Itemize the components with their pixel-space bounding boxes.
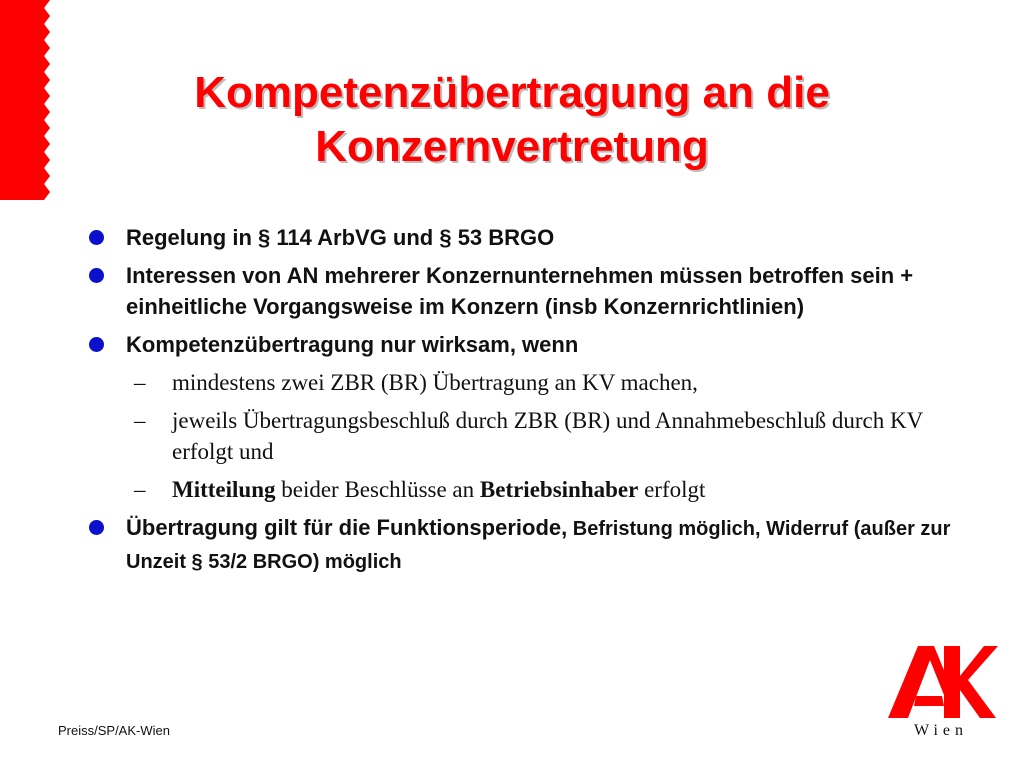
- sub-bullet-text-mid: beider Beschlüsse an: [275, 477, 480, 502]
- sub-bullet-text: mindestens zwei ZBR (BR) Übertragung an KV machen,: [172, 370, 698, 395]
- ak-logo-mark: [888, 646, 998, 718]
- sub-bullet-text: [172, 477, 705, 502]
- title-line-2: Konzernvertretung: [315, 122, 709, 171]
- emphasis-mitteilung: Mitteilung: [172, 477, 276, 502]
- title-line-1: Kompetenzübertragung an die: [194, 68, 830, 117]
- bullet-item: [88, 222, 968, 253]
- bullet-text: Interessen von AN mehrerer Konzernunternehmen müssen betroffen sein + einheitliche Vorgangsweise im Konzern (insb Konzernrichtlinien): [126, 263, 914, 319]
- sub-bullet-item: [134, 405, 968, 467]
- bullet-text: Regelung in § 114 ArbVG und § 53 BRGO: [126, 225, 555, 250]
- bullet-dot-icon: [89, 230, 104, 245]
- bullet-text: Kompetenzübertragung nur wirksam, wenn: [126, 332, 579, 357]
- zigzag-decoration: [0, 0, 60, 200]
- footer-credit: Preiss/SP/AK-Wien: [58, 723, 170, 738]
- bullet-text: [126, 515, 950, 573]
- dash-icon: –: [134, 477, 146, 502]
- bullet-dot-icon: [89, 520, 104, 535]
- emphasis-betriebsinhaber: Betriebsinhaber: [479, 477, 639, 502]
- dash-icon: –: [134, 370, 146, 395]
- logo-subtitle: Wien: [914, 722, 969, 739]
- bullet-dot-icon: [89, 268, 104, 283]
- bullet-dot-icon: [89, 337, 104, 352]
- bullet-text-large: Übertragung gilt für die Funktionsperiode,: [126, 515, 568, 540]
- bullet-text-small: Befristung möglich, Widerruf (außer zur Unzeit § 53/2 BRGO) möglich: [126, 518, 951, 573]
- bullet-list: [88, 222, 968, 585]
- dash-icon: –: [134, 408, 146, 433]
- bullet-item: [88, 512, 968, 578]
- slide-title: [60, 66, 964, 174]
- sub-bullet-item: [134, 367, 968, 398]
- bullet-item: [88, 329, 968, 360]
- sub-bullet-item: [134, 474, 968, 505]
- sub-bullet-text: jeweils Übertragungsbeschluß durch ZBR (BR) und Annahmebeschluß durch KV erfolgt und: [172, 408, 923, 464]
- sub-bullet-text-end: erfolgt: [638, 477, 706, 502]
- bullet-item: [88, 260, 968, 322]
